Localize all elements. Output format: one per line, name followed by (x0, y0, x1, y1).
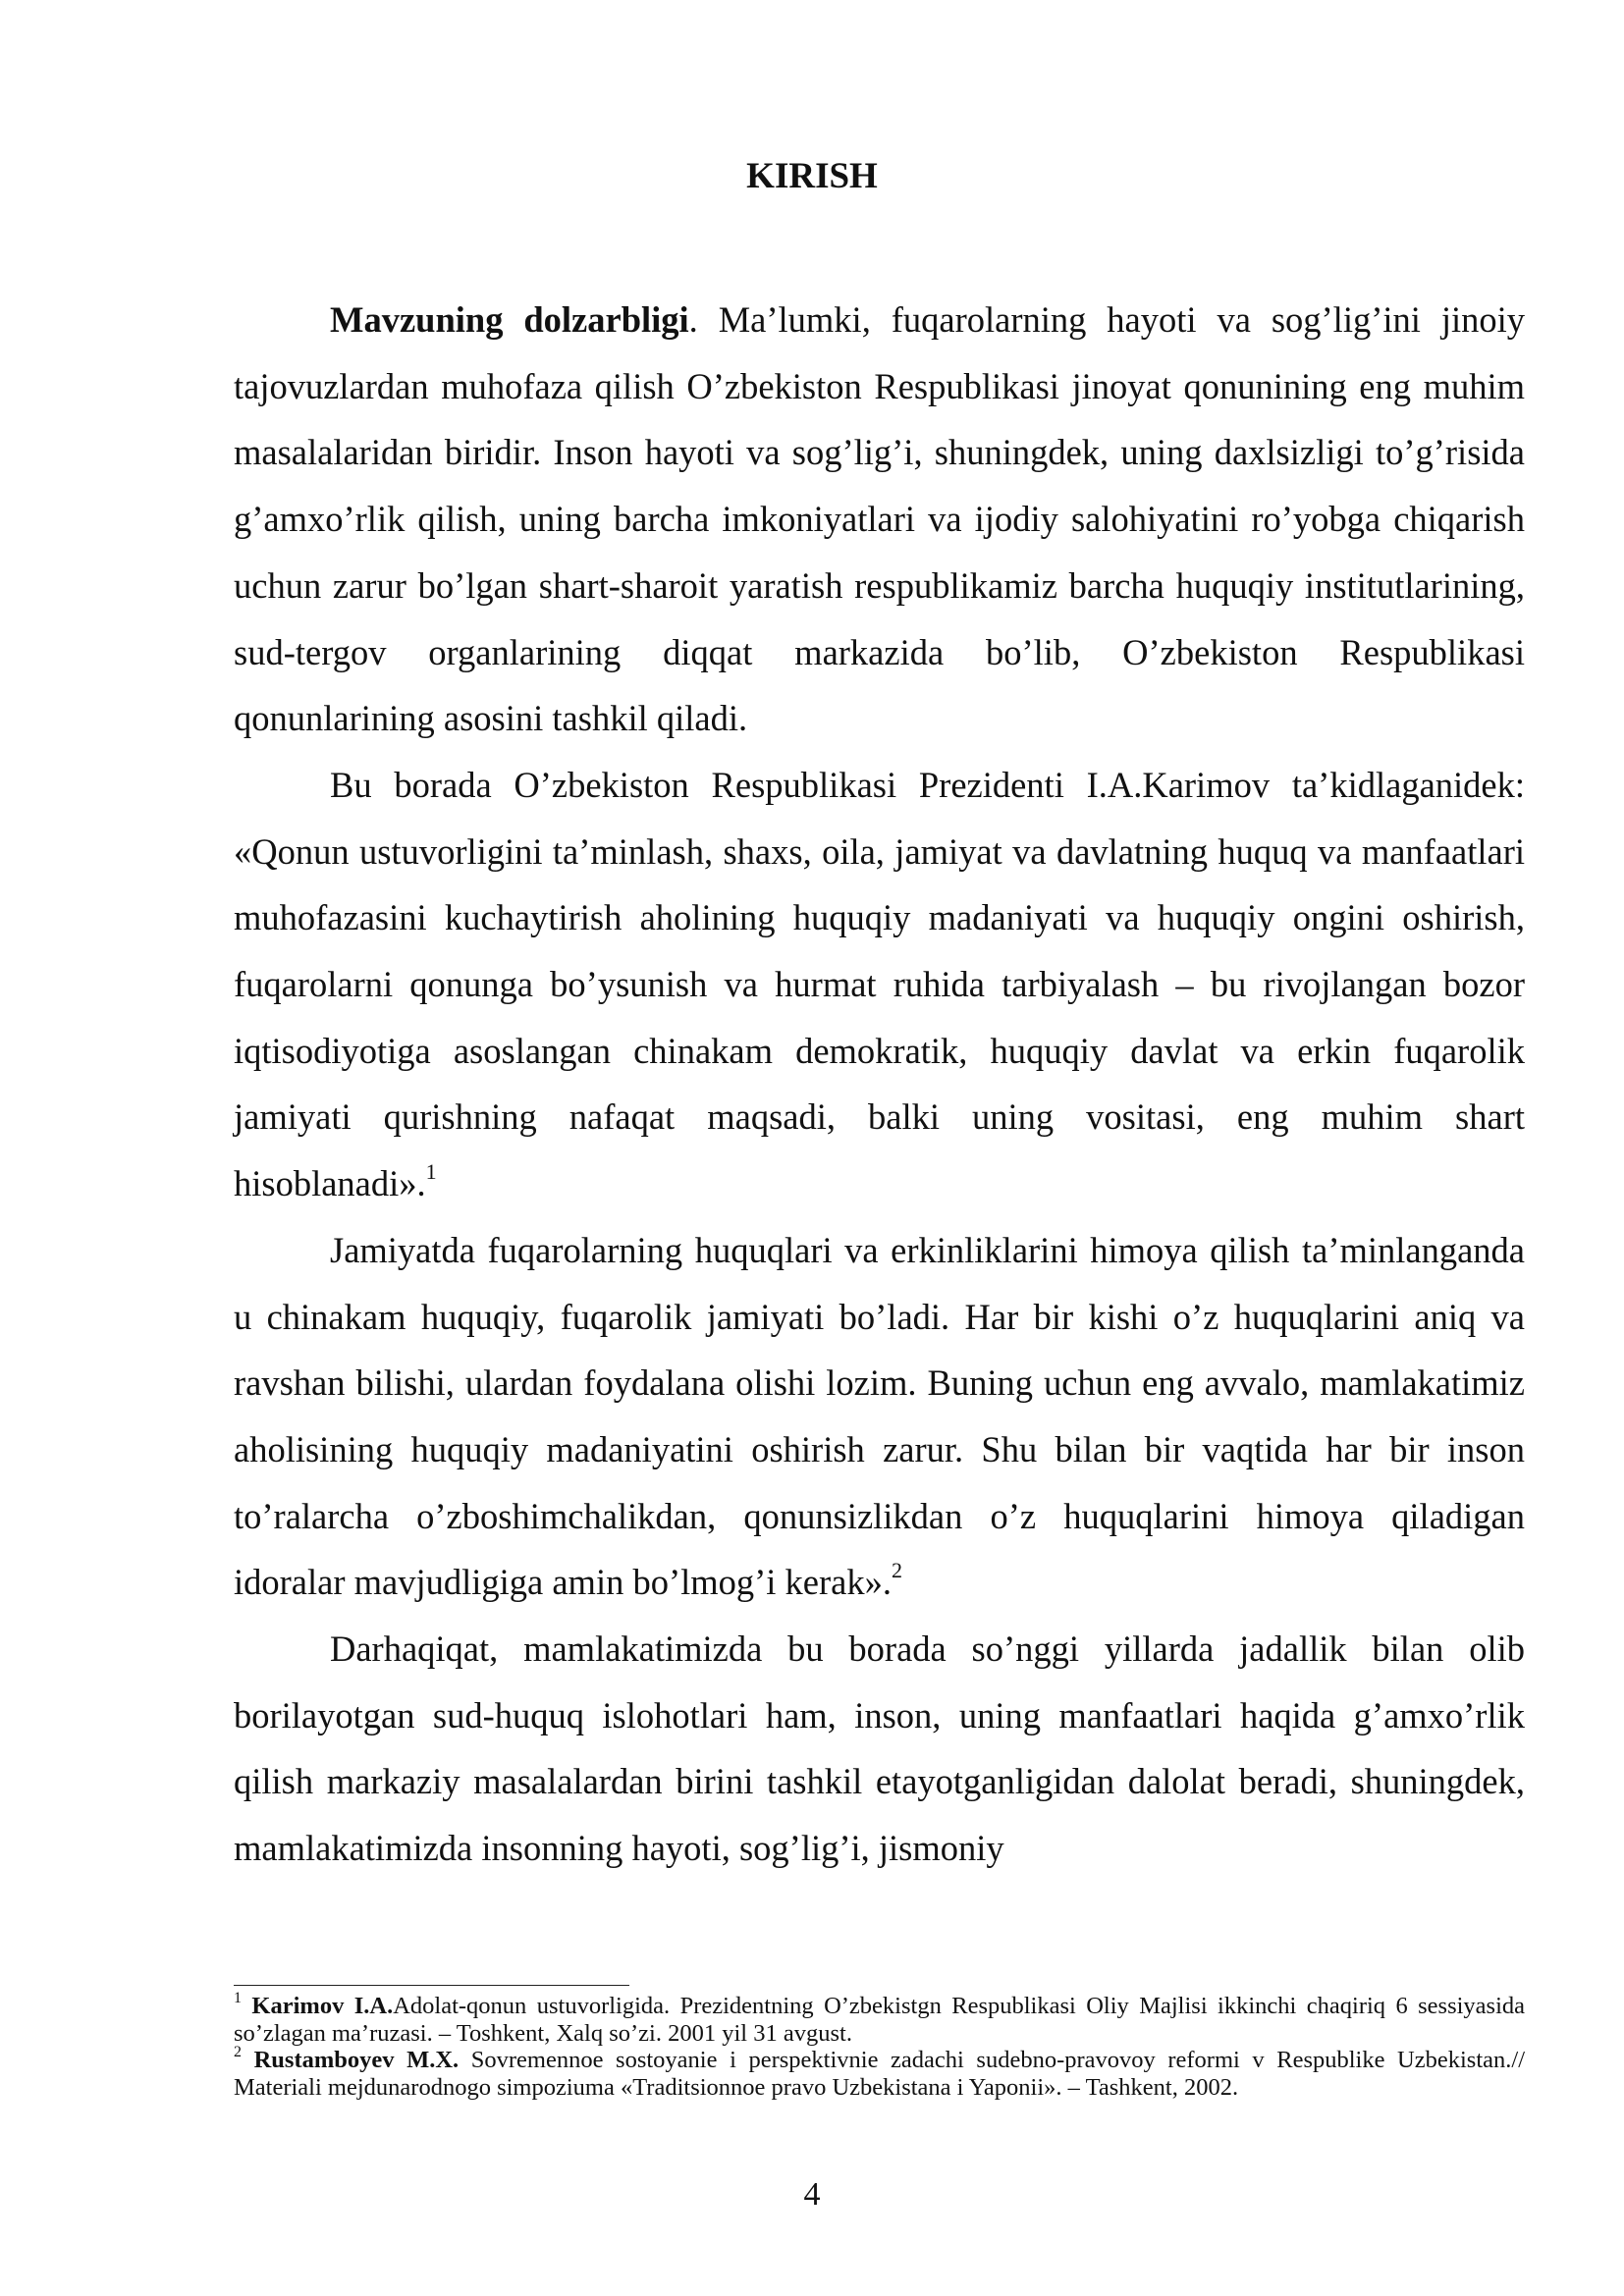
paragraph-text: Bu borada O’zbekiston Respublikasi Prezidenti I.A.Karimov ta’kidlaganidek: «Qonun ustuvorligini ta’minlash, shaxs, oila, jamiyat va davlatning huquq va manfaatlari muhofazasini kuchaytirish aholining huquqiy madaniyati va huquqiy ongini oshirish, fuqarolarni qonunga bo’ysunish va hurmat ruhida tarbiyalash – bu rivojlangan bozor iqtisodiyotiga asoslangan chinakam demokratik, huquqiy davlat va erkin fuqarolik jamiyati qurishning nafaqat maqsadi, balki uning vositasi, eng muhim shart hisoblanadi». (234, 764, 1525, 1204)
body-text (234, 287, 1525, 1882)
footnote-author: Karimov I.A. (251, 1993, 394, 2019)
paragraph-text: Jamiyatda fuqarolarning huquqlari va erkinliklarini himoya qilish ta’minlanganda u chinakam huquqiy, fuqarolik jamiyati bo’ladi. Har bir kishi o’z huquqlarini aniq va ravshan bilishi, ulardan foydalana olishi lozim. Buning uchun eng avvalo, mamlakatimiz aholisining huquqiy madaniyatini oshirish zarur. Shu bilan bir vaqtida har bir inson to’ralarcha o’zboshimchalikdan, qonunsizlikdan o’z huquqlarini himoya qiladigan idoralar mavjudligiga amin bo’lmog’i kerak». (234, 1229, 1525, 1603)
footnote-reference[interactable]: 2 (892, 1558, 902, 1583)
paragraph-text: Darhaqiqat, mamlakatimizda bu borada so’nggi yillarda jadallik bilan olib borilayotgan sud-huquq islohotlari ham, inson, uning manfaatlari haqida g’amxo’rlik qilish markaziy masalalardan birini tashkil etayotganligidan dalolat beradi, shuningdek, mamlakatimizda insonning hayoti, sog’lig’i, jismoniy (234, 1629, 1525, 1869)
footnote-reference[interactable]: 1 (425, 1158, 437, 1184)
footnote-text: Adolat-qonun ustuvorligida. Prezidentning O’zbekistgn Respublikasi Oliy Majlisi ikkinchi chaqiriq 6 sessiyasida so’zlagan ma’ruzasi. – Toshkent, Xalq so’zi. 2001 yil 31 avgust. (234, 1993, 1525, 2047)
paragraph-reforms (234, 1616, 1525, 1882)
footnotes (234, 1989, 1526, 2101)
footnote-1 (234, 1989, 1525, 2047)
paragraph-civil-society (234, 1217, 1525, 1616)
footnote-number: 2 (234, 2043, 242, 2060)
paragraph-lead: Mavzuning dolzarbligi (330, 299, 689, 340)
page-number: 4 (803, 2176, 821, 2213)
paragraph-text: . Ma’lumki, fuqarolarning hayoti va sog’lig’ini jinoiy tajovuzlardan muhofaza qilish O’zbekiston Respublikasi jinoyat qonunining eng muhim masalalaridan biridir. Inson hayoti va sog’lig’i, shuningdek, uning daxlsizligi to’g’risida g’amxo’rlik qilish, uning barcha imkoniyatlari va ijodiy salohiyatini ro’yobga chiqarish uchun zarur bo’lgan shart-sharoit yaratish respublikamiz barcha huquqiy institutlarining, sud-tergov organlarining diqqat markazida bo’lib, O’zbekiston Respublikasi qonunlarining asosini tashkil qiladi. (234, 299, 1525, 739)
footnote-author: Rustamboyev M.X. (253, 2047, 460, 2073)
footnote-2 (234, 2043, 1526, 2101)
paragraph-relevance (234, 287, 1525, 752)
page-title: KIRISH (746, 156, 878, 196)
footnote-separator (234, 1985, 629, 1986)
paragraph-president-quote (234, 752, 1525, 1217)
footnote-text: Sovremennoe sostoyanie i perspektivnie zadachi sudebno-pravovoy reformi v Respublike Uzbekistan.// Materiali mejdunarodnogo simpoziuma «Traditsionnoe pravo Uzbekistana i Yaponii». – Tashkent, 2002. (234, 2047, 1526, 2101)
footnote-number: 1 (234, 1989, 242, 2006)
